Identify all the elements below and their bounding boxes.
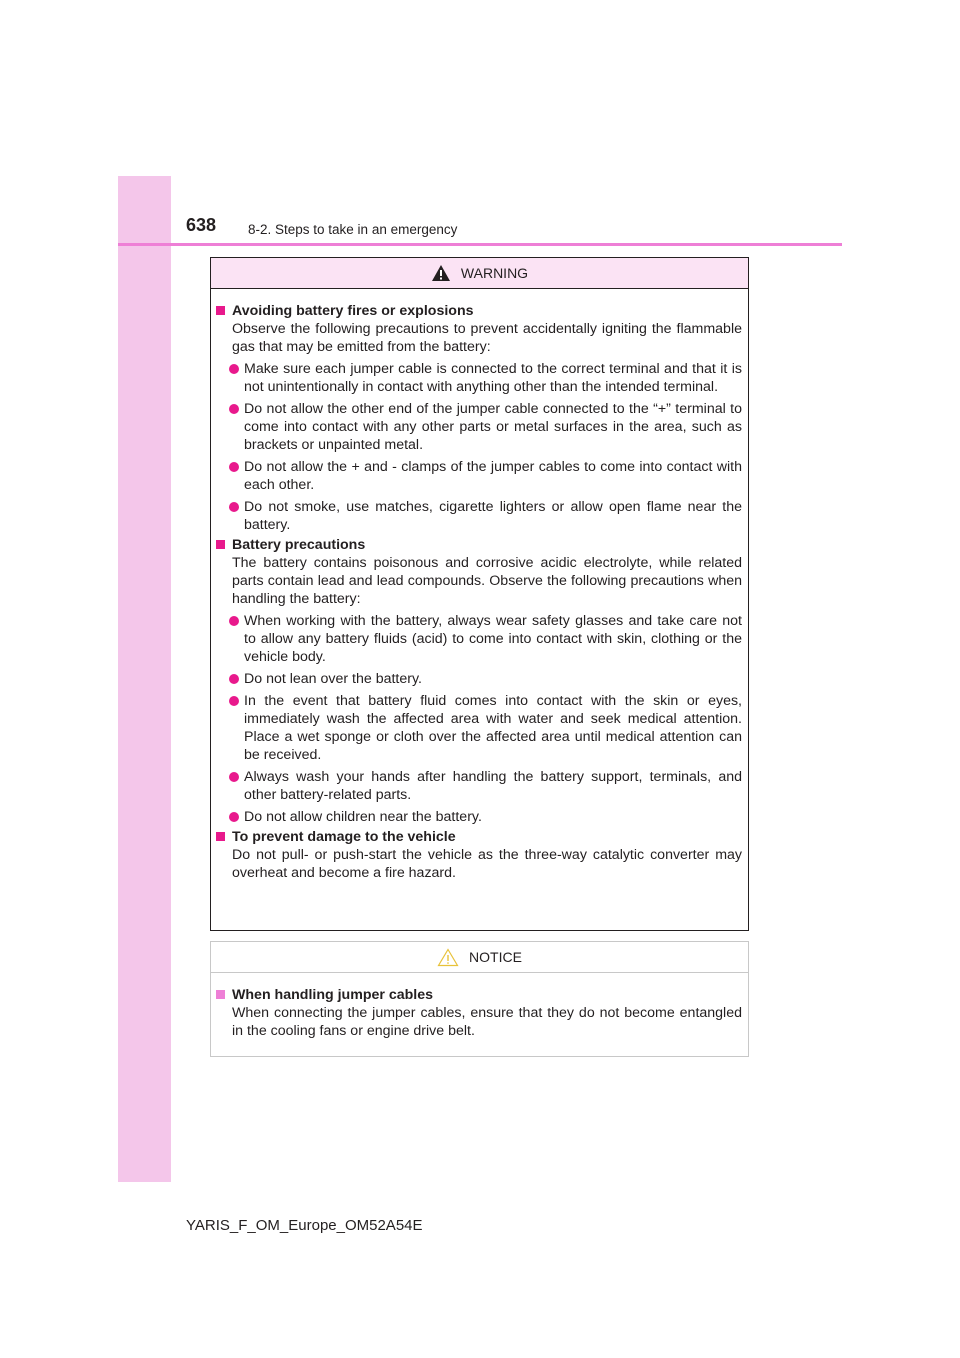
bullet-text: Always wash your hands after handling the battery support, terminals, and other battery-related parts. (244, 769, 742, 803)
bullet-item (216, 808, 742, 826)
section-paragraph: When connecting the jumper cables, ensure that they do not become entangled in the cooling fans or engine drive belt. (232, 1005, 742, 1039)
section-heading-text: Battery precautions (232, 537, 366, 553)
circle-bullet-icon (229, 616, 239, 626)
section-paragraph: Do not pull- or push-start the vehicle as the three-way catalytic converter may overheat and become a fire hazard. (232, 847, 742, 881)
circle-bullet-icon (229, 674, 239, 684)
square-bullet-icon (216, 306, 225, 315)
circle-bullet-icon (229, 502, 239, 512)
warning-triangle-icon (431, 264, 451, 282)
warning-body (211, 289, 748, 882)
circle-bullet-icon (229, 404, 239, 414)
bullet-text: Do not allow the other end of the jumper cable connected to the “+” terminal to come into contact with any other parts or metal surfaces in the area, such as brackets or unpainted metal. (244, 401, 742, 453)
document-code: YARIS_F_OM_Europe_OM52A54E (186, 1217, 423, 1234)
warning-header (211, 258, 748, 289)
section (216, 536, 742, 826)
circle-bullet-icon (229, 772, 239, 782)
caution-triangle-icon (437, 948, 459, 967)
section-heading-text: When handling jumper cables (232, 987, 434, 1003)
warning-box (210, 257, 749, 931)
chapter-side-tab (118, 176, 171, 1182)
bullet-text: Make sure each jumper cable is connected to the correct terminal and that it is not unintentionally in contact with anything other than the intended terminal. (244, 361, 742, 395)
circle-bullet-icon (229, 812, 239, 822)
bullet-text: Do not allow the + and - clamps of the jumper cables to come into contact with each other. (244, 459, 742, 493)
section (216, 302, 742, 534)
circle-bullet-icon (229, 696, 239, 706)
section-paragraph: The battery contains poisonous and corrosive acidic electrolyte, while related parts contain lead and lead compounds. Observe the following precautions when handling the battery: (232, 555, 742, 607)
section-heading (216, 828, 742, 846)
section-heading-text: To prevent damage to the vehicle (232, 829, 456, 845)
section-title: 8-2. Steps to take in an emergency (248, 222, 458, 237)
notice-box (210, 941, 749, 1057)
bullet-item (216, 400, 742, 454)
square-bullet-icon (216, 832, 225, 841)
circle-bullet-icon (229, 462, 239, 472)
bullet-item (216, 498, 742, 534)
circle-bullet-icon (229, 364, 239, 374)
notice-header (211, 942, 748, 973)
section-heading (216, 536, 742, 554)
bullet-item (216, 360, 742, 396)
bullet-item (216, 692, 742, 764)
notice-body (211, 973, 748, 1040)
bullet-text: When working with the battery, always wear safety glasses and take care not to allow any battery fluids (acid) to come into contact with skin, clothing or the vehicle body. (244, 613, 742, 665)
notice-title: NOTICE (469, 949, 522, 965)
square-bullet-icon (216, 540, 225, 549)
section-heading-text: Avoiding battery fires or explosions (232, 303, 474, 319)
section (216, 986, 742, 1040)
header-rule (118, 243, 842, 246)
page-number: 638 (186, 215, 217, 235)
section-heading (216, 986, 742, 1004)
section-paragraph: Observe the following precautions to prevent accidentally igniting the flammable gas that may be emitted from the battery: (232, 321, 742, 355)
bullet-text: Do not allow children near the battery. (244, 809, 482, 825)
warning-title: WARNING (460, 265, 529, 281)
bullet-item (216, 768, 742, 804)
bullet-item (216, 458, 742, 494)
bullet-item (216, 670, 742, 688)
bullet-text: In the event that battery fluid comes into contact with the skin or eyes, immediately wash the affected area with water and seek medical attention. Place a wet sponge or cloth over the affected area until medical attention can be received. (244, 693, 742, 763)
square-bullet-icon (216, 990, 225, 999)
bullet-text: Do not lean over the battery. (244, 671, 422, 687)
bullet-text: Do not smoke, use matches, cigarette lighters or allow open flame near the battery. (244, 499, 742, 533)
section-heading (216, 302, 742, 320)
bullet-item (216, 612, 742, 666)
section (216, 828, 742, 882)
